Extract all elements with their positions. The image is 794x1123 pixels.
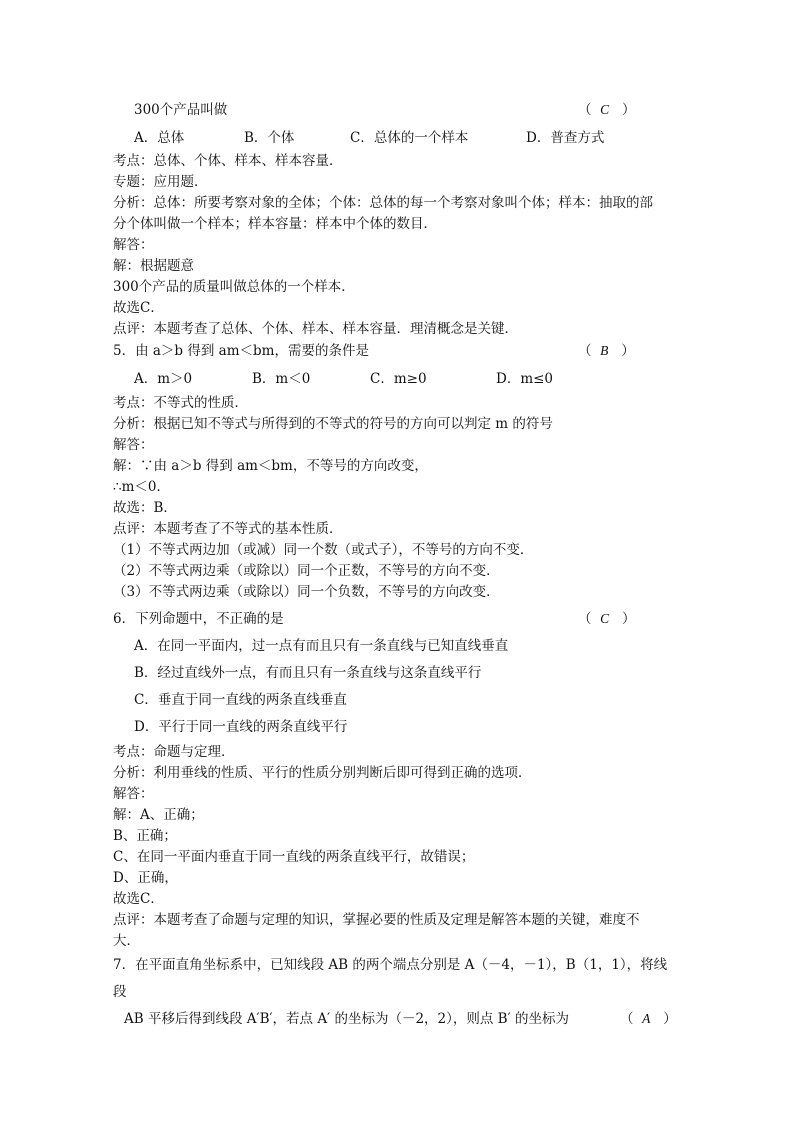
q4-jieda: 解答： <box>113 237 154 253</box>
q5-jie-line2: ∴m＜0． <box>113 479 170 495</box>
q5-rule-3: （3）不等式两边乘（或除以）同一个负数，不等号的方向改变． <box>113 584 500 600</box>
q4-option-c: C．总体的一个样本 <box>350 130 469 146</box>
q4-guxuan: 故选C． <box>113 300 164 316</box>
q5-jieda: 解答： <box>113 437 154 453</box>
q6-option-c: C．垂直于同一直线的两条直线垂直 <box>134 692 347 708</box>
q4-dianping: 点评：本题考查了总体、个体、样本、样本容量．理清概念是关键． <box>113 321 518 337</box>
q4-fenxi-line2: 分个体叫做一个样本；样本容量：样本中个体的数目． <box>113 216 437 232</box>
q5-guxuan: 故选：B． <box>113 500 177 516</box>
q6-jie-line2: B、正确； <box>113 828 177 844</box>
q5-answer: （ B ） <box>578 343 635 359</box>
q4-answer: （ C ） <box>578 102 636 118</box>
q4-zhuanti: 专题：应用题． <box>113 174 208 190</box>
q5-option-b: B．m＜0 <box>252 371 311 387</box>
q6-stem: 6．下列命题中，不正确的是 <box>113 611 284 627</box>
q5-option-d: D．m≤0 <box>496 371 554 387</box>
q6-jie-line4: D、正确， <box>113 870 178 886</box>
q4-option-d: D．普查方式 <box>526 130 605 146</box>
q6-jie-line1: 解：A、正确； <box>113 807 204 823</box>
q4-fenxi-line1: 分析：总体：所要考察对象的全体；个体：总体的每一个考察对象叫个体；样本：抽取的部 <box>113 195 653 211</box>
q5-rule-2: （2）不等式两边乘（或除以）同一个正数，不等号的方向不变． <box>113 563 500 579</box>
q5-rule-1: （1）不等式两边加（或减）同一个数（或式子），不等号的方向不变． <box>113 542 534 558</box>
q6-option-b: B．经过直线外一点，有而且只有一条直线与这条直线平行 <box>134 665 482 681</box>
q4-option-a: A．总体 <box>134 130 185 146</box>
q4-jie-line1: 解：根据题意 <box>113 258 194 274</box>
q5-fenxi: 分析：根据已知不等式与所得到的不等式的符号的方向可以判定 m 的符号 <box>113 416 553 432</box>
q6-dianping-line2: 大． <box>113 933 140 949</box>
q7-stem-line3: AB 平移后得到线段 A′B′，若点 A′ 的坐标为（－2，2），则点 B′ 的坐标为 <box>124 1011 569 1027</box>
q6-option-d: D．平行于同一直线的两条直线平行 <box>134 719 348 735</box>
q6-answer: （ C ） <box>578 611 636 627</box>
q6-fenxi: 分析：利用垂线的性质、平行的性质分别判断后即可得到正确的选项． <box>113 765 532 781</box>
q5-dianping: 点评：本题考查了不等式的基本性质． <box>113 521 343 537</box>
q7-answer: （ A ） <box>620 1011 677 1027</box>
q7-stem-line1: 7．在平面直角坐标系中，已知线段 AB 的两个端点分别是 A（－4，－1），B（1，1），将线 <box>113 957 668 973</box>
q6-jieda: 解答： <box>113 786 154 802</box>
q7-stem-line2: 段 <box>113 984 127 1000</box>
q5-option-c: C．m≥0 <box>370 371 427 387</box>
q5-jie-line1: 解：∵由 a＞b 得到 am＜bm，不等号的方向改变， <box>113 458 428 474</box>
q4-stem: 300个产品叫做 <box>134 102 228 118</box>
q4-option-b: B．个体 <box>244 130 295 146</box>
q6-option-a: A．在同一平面内，过一点有而且只有一条直线与已知直线垂直 <box>134 638 509 654</box>
q6-guxuan: 故选C． <box>113 891 164 907</box>
q4-jie-line2: 300个产品的质量叫做总体的一个样本． <box>113 279 355 295</box>
q6-kaodian: 考点：命题与定理． <box>113 744 235 760</box>
q4-kaodian: 考点：总体、个体、样本、样本容量． <box>113 153 343 169</box>
q5-option-a: A．m＞0 <box>134 371 193 387</box>
q5-stem: 5．由 a＞b 得到 am＜bm，需要的条件是 <box>113 343 369 359</box>
q6-jie-line3: C、在同一平面内垂直于同一直线的两条直线平行，故错误； <box>113 849 475 865</box>
q6-dianping-line1: 点评：本题考查了命题与定理的知识，掌握必要的性质及定理是解答本题的关键，难度不 <box>113 912 640 928</box>
q5-kaodian: 考点：不等式的性质． <box>113 395 248 411</box>
